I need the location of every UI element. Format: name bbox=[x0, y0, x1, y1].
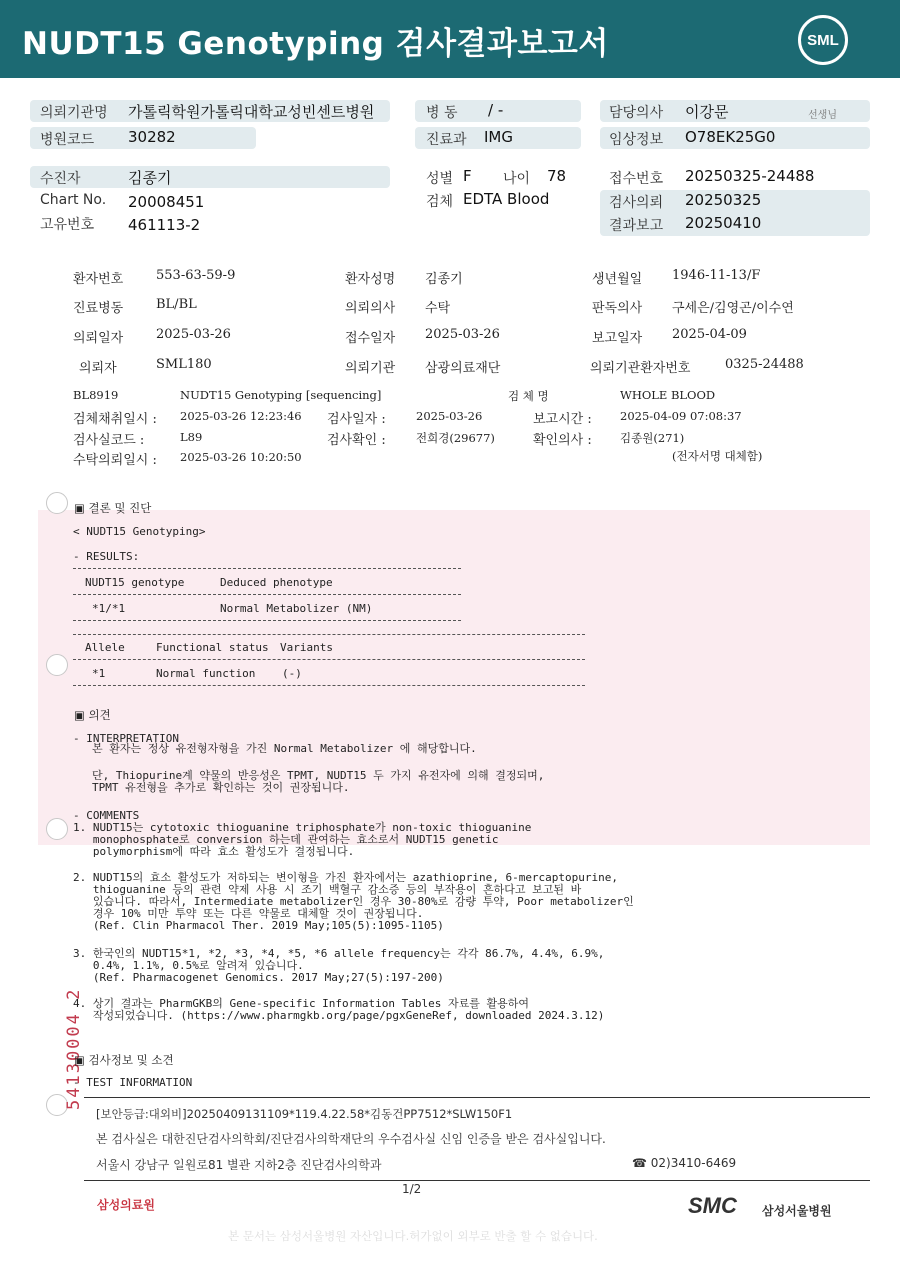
divider bbox=[73, 634, 585, 635]
comment2-line2: thioguanine 등의 관련 약제 사용 시 조기 백혈구 감소증 등의 부작용이 흔하다고 보고된 바 bbox=[73, 883, 582, 896]
left-brand: 삼성의료원 bbox=[97, 1198, 155, 1212]
ir-patient-no-label: 환자번호 bbox=[73, 272, 124, 287]
ir-req-inst-patient-value: 0325-24488 bbox=[725, 357, 804, 372]
sex-label: 성별 bbox=[426, 171, 454, 187]
conclusion-title: ▣ 결론 및 진단 bbox=[74, 501, 152, 515]
hospital-code-value: 30282 bbox=[128, 128, 176, 146]
ir-dob-label: 생년월일 bbox=[592, 272, 643, 287]
report-time-label: 보고시간 : bbox=[533, 412, 592, 427]
age-label: 나이 bbox=[503, 171, 531, 187]
test-code: BL8919 bbox=[73, 388, 119, 402]
comment4-line1: 4. 상기 결과는 PharmGKB의 Gene-specific Information Tables 자료를 활용하여 bbox=[73, 997, 530, 1010]
ir-recv-date-value: 2025-03-26 bbox=[425, 327, 500, 342]
phone-line: ☎ 02)3410-6469 bbox=[632, 1156, 737, 1170]
institution-label: 의뢰기관명 bbox=[40, 105, 108, 121]
interp-line3: TPMT 유전형을 추가로 확인하는 것이 권장됩니다. bbox=[92, 781, 350, 794]
right-brand: 삼성서울병원 bbox=[762, 1204, 832, 1218]
divider bbox=[73, 659, 585, 660]
doctor-value: 이강문 bbox=[685, 103, 729, 121]
ir-recv-date-label: 접수일자 bbox=[345, 331, 396, 346]
genotype-header: NUDT15 genotype bbox=[85, 576, 185, 589]
ir-dob-value: 1946-11-13/F bbox=[672, 268, 761, 283]
interp-line2: 단, Thiopurine계 약물의 반응성은 TPMT, NUDT15 두 가지 유전자에 의해 결정되며, bbox=[92, 769, 545, 782]
divider bbox=[73, 685, 585, 686]
test-info-label: - TEST INFORMATION bbox=[73, 1076, 193, 1089]
variants-value: (-) bbox=[282, 667, 302, 680]
ir-ward-value: BL/BL bbox=[156, 297, 197, 312]
ir-reading-doctor-label: 판독의사 bbox=[592, 301, 643, 316]
sex-value: F bbox=[463, 167, 472, 185]
ir-req-inst-label: 의뢰기관 bbox=[345, 361, 396, 376]
test-specimen-value: WHOLE BLOOD bbox=[620, 388, 716, 402]
page-number: 1/2 bbox=[402, 1182, 422, 1196]
footer-divider bbox=[84, 1097, 870, 1098]
ir-patient-no-value: 553-63-59-9 bbox=[156, 268, 236, 283]
ir-req-inst-patient-label: 의뢰기관환자번호 bbox=[590, 361, 691, 376]
patient-value: 김종기 bbox=[128, 169, 172, 187]
ir-patient-name-value: 김종기 bbox=[425, 272, 463, 287]
ir-req-date-label: 의뢰일자 bbox=[73, 331, 124, 346]
request-label: 검사의뢰 bbox=[609, 195, 664, 211]
report-title: NUDT15 Genotyping 검사결과보고서 bbox=[22, 26, 609, 62]
chart-value: 20008451 bbox=[128, 193, 205, 211]
consign-label: 수탁의뢰일시 : bbox=[73, 453, 157, 468]
comment4-line2: 작성되었습니다. (https://www.pharmgkb.org/page/pgxGeneRef, downloaded 2024.3.12) bbox=[73, 1009, 605, 1022]
hospital-code-label: 병원코드 bbox=[40, 132, 95, 148]
test-confirm-value: 전희경(29677) bbox=[416, 431, 495, 445]
interp-label: - INTERPRETATION bbox=[73, 732, 179, 745]
comment2-line5: (Ref. Clin Pharmacol Ther. 2019 May;105(5):1095-1105) bbox=[73, 919, 444, 932]
ward-label: 병 동 bbox=[426, 105, 458, 121]
uid-value: 461113-2 bbox=[128, 216, 201, 234]
esign-note: (전자서명 대체함) bbox=[672, 449, 763, 463]
confirm-doctor-value: 김종원(271) bbox=[620, 431, 685, 445]
variants-header: Variants bbox=[280, 641, 333, 654]
conclusion-subtitle: < NUDT15 Genotyping> bbox=[73, 525, 206, 538]
logo-text: SML bbox=[807, 31, 839, 49]
func-value: Normal function bbox=[156, 667, 256, 680]
opinion-title: ▣ 의견 bbox=[74, 708, 111, 722]
smc-logo: SMC bbox=[688, 1193, 737, 1218]
clinical-value: O78EK25G0 bbox=[685, 128, 776, 146]
patient-label: 수진자 bbox=[40, 171, 81, 187]
uid-label: 고유번호 bbox=[40, 217, 95, 233]
ir-req-date-value: 2025-03-26 bbox=[156, 327, 231, 342]
comment3-line2: 0.4%, 1.1%, 0.5%로 알려져 있습니다. bbox=[73, 959, 304, 972]
ir-report-date-label: 보고일자 bbox=[592, 331, 643, 346]
doctor-label: 담당의사 bbox=[609, 105, 664, 121]
request-value: 20250325 bbox=[685, 191, 762, 209]
institution-value: 가톨릭학원가톨릭대학교성빈센트병원 bbox=[128, 103, 375, 121]
lab-code-value: L89 bbox=[180, 430, 203, 444]
results-label: - RESULTS: bbox=[73, 550, 140, 563]
ir-requester-label: 의뢰자 bbox=[79, 361, 117, 376]
certification-line: 본 검사실은 대한진단검사의학회/진단검사의학재단의 우수검사실 신임 인증을 받은 검사실입니다. bbox=[96, 1132, 606, 1146]
footer-notice: 본 문서는 삼성서울병원 자산입니다.허가없이 외부로 반출 할 수 없습니다. bbox=[228, 1229, 598, 1243]
comment3-line3: (Ref. Pharmacogenet Genomics. 2017 May;27(5):197-200) bbox=[73, 971, 444, 984]
patient-pill bbox=[30, 166, 390, 188]
specimen-value: EDTA Blood bbox=[463, 190, 550, 208]
side-barcode-number: 54130004 2 bbox=[64, 987, 84, 1110]
receipt-value: 20250325-24488 bbox=[685, 167, 815, 185]
footer-divider bbox=[84, 1180, 870, 1181]
comment1-line3: polymorphism에 따라 효소 활성도가 결정됩니다. bbox=[73, 845, 355, 858]
comments-label: - COMMENTS bbox=[73, 809, 140, 822]
chart-label: Chart No. bbox=[40, 192, 107, 208]
security-line: [보안등급:대외비]20250409131109*119.4.22.58*김동건PP7512*SLW150F1 bbox=[96, 1107, 513, 1121]
sml-logo bbox=[798, 15, 848, 65]
ir-ward-label: 진료병동 bbox=[73, 301, 124, 316]
test-date-label: 검사일자 : bbox=[327, 412, 386, 427]
lab-code-label: 검사실코드 : bbox=[73, 433, 145, 448]
result-label: 결과보고 bbox=[609, 218, 664, 234]
comment1-line1: 1. NUDT15는 cytotoxic thioguanine triphosphate가 non-toxic thioguanine bbox=[73, 821, 532, 834]
test-section-title: ▣ 검사정보 및 소견 bbox=[74, 1053, 174, 1067]
punch-hole bbox=[46, 492, 68, 514]
specimen-label: 검체 bbox=[426, 194, 454, 210]
phenotype-value: Normal Metabolizer (NM) bbox=[220, 602, 373, 615]
age-value: 78 bbox=[547, 167, 567, 185]
punch-hole bbox=[46, 654, 68, 676]
test-date-value: 2025-03-26 bbox=[416, 409, 483, 423]
report-header bbox=[0, 0, 900, 78]
receipt-label: 접수번호 bbox=[609, 171, 664, 187]
ir-req-doctor-value: 수탁 bbox=[425, 301, 451, 316]
comment2-line3: 있습니다. 따라서, Intermediate metabolizer인 경우 30-80%로 감량 투약, Poor metabolizer인 bbox=[73, 895, 634, 908]
ir-requester-value: SML180 bbox=[156, 357, 212, 372]
genotype-value: *1/*1 bbox=[92, 602, 126, 615]
clinical-label: 임상정보 bbox=[609, 132, 664, 148]
ir-patient-name-label: 환자성명 bbox=[345, 272, 396, 287]
consign-value: 2025-03-26 10:20:50 bbox=[180, 450, 302, 464]
doctor-suffix: 선생님 bbox=[808, 110, 837, 121]
comment2-line1: 2. NUDT15의 효소 활성도가 저하되는 변이형을 가진 환자에서는 azathioprine, 6-mercaptopurine, bbox=[73, 871, 619, 884]
test-confirm-label: 검사확인 : bbox=[327, 433, 386, 448]
test-specimen-label: 검 체 명 bbox=[508, 389, 549, 403]
allele-header: Allele bbox=[85, 641, 125, 654]
result-value: 20250410 bbox=[685, 214, 762, 232]
allele-value: *1 bbox=[92, 667, 106, 680]
func-header: Functional status bbox=[156, 641, 269, 654]
interp-line1: 본 환자는 정상 유전형자형을 가진 Normal Metabolizer 에 해당합니다. bbox=[92, 742, 477, 755]
comment3-line1: 3. 한국인의 NUDT15*1, *2, *3, *4, *5, *6 allele frequency는 각각 86.7%, 4.4%, 6.9%, bbox=[73, 947, 605, 960]
report-time-value: 2025-04-09 07:08:37 bbox=[620, 409, 742, 423]
comment2-line4: 경우 10% 미만 투약 또는 다른 약물로 대체할 것이 권장됩니다. bbox=[73, 907, 424, 920]
comment1-line2: monophosphate로 conversion 하는데 관여하는 효소로서 NUDT15 genetic bbox=[73, 833, 499, 846]
test-name: NUDT15 Genotyping [sequencing] bbox=[180, 388, 382, 402]
ir-req-inst-value: 삼광의료재단 bbox=[425, 361, 501, 376]
collect-value: 2025-03-26 12:23:46 bbox=[180, 409, 302, 423]
dept-value: IMG bbox=[484, 128, 513, 146]
divider bbox=[73, 568, 461, 569]
divider bbox=[73, 620, 461, 621]
punch-hole bbox=[46, 818, 68, 840]
ir-req-doctor-label: 의뢰의사 bbox=[345, 301, 396, 316]
collect-label: 검체채취일시 : bbox=[73, 412, 157, 427]
ir-reading-doctor-value: 구세은/김영곤/이수연 bbox=[672, 301, 794, 316]
address-line: 서울시 강남구 일원로81 별관 지하2층 진단검사의학과 bbox=[96, 1158, 382, 1172]
ir-report-date-value: 2025-04-09 bbox=[672, 327, 747, 342]
ward-value: / - bbox=[488, 101, 504, 119]
confirm-doctor-label: 확인의사 : bbox=[533, 433, 592, 448]
phenotype-header: Deduced phenotype bbox=[220, 576, 333, 589]
divider bbox=[73, 594, 461, 595]
dept-label: 진료과 bbox=[426, 132, 467, 148]
